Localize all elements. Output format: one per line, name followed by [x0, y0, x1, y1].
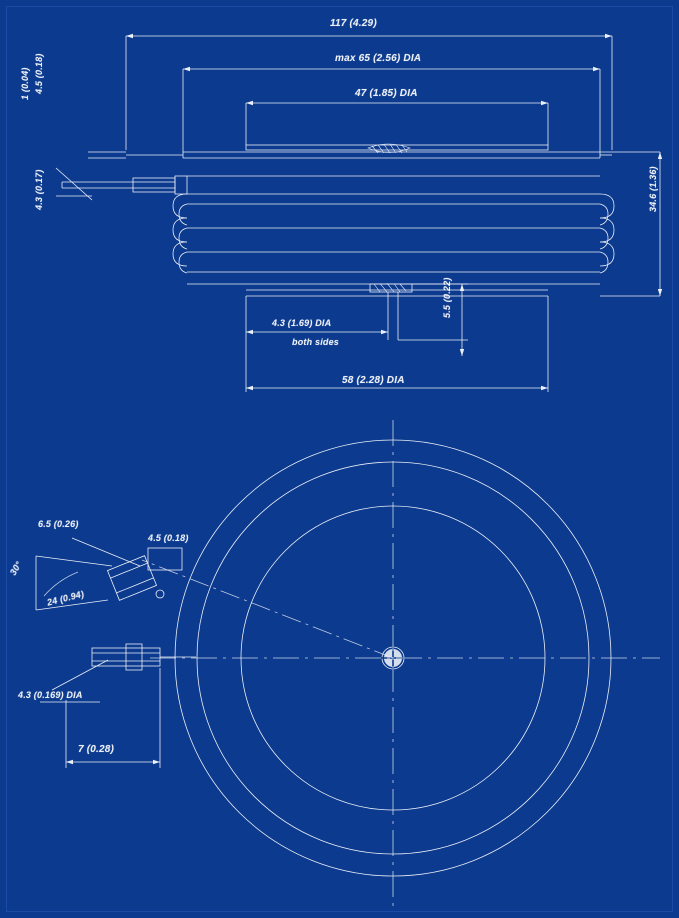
- dim-plan-lead-dia: 4.3 (0.169) DIA: [18, 690, 83, 700]
- dim-gate-lead-thickness: 1 (0.04): [20, 67, 30, 100]
- dim-plan-tab-small: 4.5 (0.18): [148, 533, 189, 543]
- top-plan-geometry: [36, 420, 660, 912]
- dim-gate-lead-offset: 4.5 (0.18): [34, 53, 44, 94]
- dim-plan-lead-length: 7 (0.28): [78, 744, 115, 755]
- dim-bottom-inner-contact: 4.3 (1.69) DIA: [272, 318, 332, 328]
- dim-bottom-contact-dia: 58 (2.28) DIA: [342, 375, 405, 386]
- dim-plan-radius: 24 (0.94): [46, 588, 86, 608]
- dim-overall-width: 117 (4.29): [330, 18, 377, 29]
- dim-gate-lead-length: 4.3 (0.17): [34, 169, 44, 210]
- dim-plan-angle: 30°: [8, 559, 24, 577]
- dim-contact-surface-top: max 65 (2.56) DIA: [335, 53, 422, 64]
- dim-bottom-pin-height: 5.5 (0.22): [442, 277, 452, 318]
- dim-overall-height: 34.6 (1.36): [648, 166, 658, 212]
- dim-plan-tab-width: 6.5 (0.26): [38, 519, 79, 529]
- note-both-sides: both sides: [292, 337, 340, 347]
- dim-inner-contact-top: 47 (1.85) DIA: [355, 88, 418, 99]
